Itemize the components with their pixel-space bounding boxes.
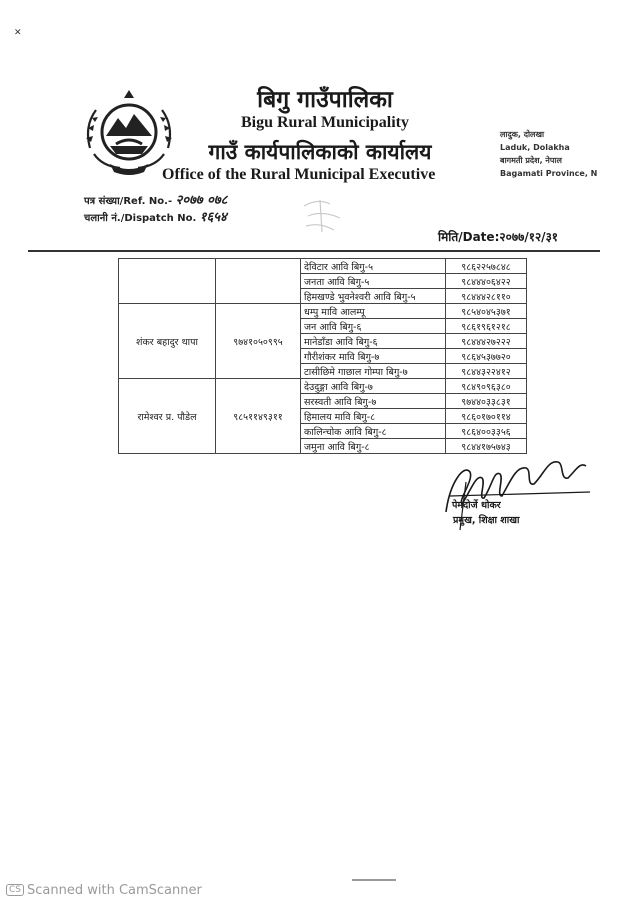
office-address <box>500 128 597 180</box>
ref-value: २०७७ ०७८ <box>175 193 228 208</box>
table-row <box>119 259 527 274</box>
school-phone-cell: ९८६१९६१२१८ <box>446 319 527 334</box>
school-phone-cell: ९८५४०४५३७१ <box>446 304 527 319</box>
school-phone-cell: ९८४४४२७२२२ <box>446 334 527 349</box>
address-line: बागमती प्रदेश, नेपाल <box>500 156 562 165</box>
dispatch-value: १६५४ <box>199 210 227 225</box>
teacher-name-cell: शंकर बहादुर थापा <box>119 304 216 379</box>
teacher-phone-cell <box>216 259 301 304</box>
ref-label: पत्र संख्या/Ref. No.- <box>84 196 173 207</box>
dispatch-number <box>84 207 227 225</box>
school-phone-cell: ९८६०१७०११४ <box>446 409 527 424</box>
signatory-name: पेमदोर्जे थोकर <box>452 500 501 511</box>
school-name-cell: टासीछिमे गाछाल गोम्पा बिगु-७ <box>301 364 446 379</box>
school-phone-cell: ९८४९०९६३८० <box>446 379 527 394</box>
municipality-logo <box>80 88 178 176</box>
school-phone-cell: ९८६४५३७७२० <box>446 349 527 364</box>
municipality-name-english: Bigu Rural Municipality <box>240 114 410 131</box>
school-name-cell: धम्पु मावि आलम्पू <box>301 304 446 319</box>
camscanner-watermark <box>6 883 202 898</box>
table-row <box>119 379 527 394</box>
teacher-phone-cell: ९७४१०५०९९५ <box>216 304 301 379</box>
school-phone-cell: ९८४४४२८११० <box>446 289 527 304</box>
school-name-cell: हिमालय मावि बिगु-८ <box>301 409 446 424</box>
teacher-name-cell <box>119 259 216 304</box>
school-name-cell: जनता आवि बिगु-५ <box>301 274 446 289</box>
footer-mark <box>352 879 396 881</box>
school-name-cell: हिमखण्डे भुवनेश्वरी आवि बिगु-५ <box>301 289 446 304</box>
school-phone-cell: ९७४४०३३८३१ <box>446 394 527 409</box>
reference-number <box>84 190 227 208</box>
dispatch-label: चलानी नं./Dispatch No. <box>84 213 197 224</box>
school-phone-cell: ९८४४४०६४२२ <box>446 274 527 289</box>
table-body <box>119 259 527 454</box>
address-line: Laduk, Dolakha <box>500 143 570 152</box>
letter-date <box>438 228 558 245</box>
camscanner-text: Scanned with CamScanner <box>27 883 202 898</box>
address-line: लादुक, दोलखा <box>500 130 545 139</box>
municipality-name-nepali: बिगु गाउँपालिका <box>257 87 393 113</box>
camscanner-logo-icon: CS <box>6 884 24 896</box>
date-value: :२०७७/१२/३१ <box>494 230 559 244</box>
signatory-title: प्रमुख, शिक्षा शाखा <box>453 515 520 526</box>
school-name-cell: जन आवि बिगु-६ <box>301 319 446 334</box>
faint-stamp <box>300 196 348 236</box>
school-name-cell: देउदुङ्गा आवि बिगु-७ <box>301 379 446 394</box>
school-phone-cell: ९८६४००३३५६ <box>446 424 527 439</box>
school-phone-cell: ९८४४१७५७४३ <box>446 439 527 454</box>
school-name-cell: देविटार आवि बिगु-५ <box>301 259 446 274</box>
school-name-cell: सरस्वती आवि बिगु-७ <box>301 394 446 409</box>
teacher-phone-cell: ९८५११४९३११ <box>216 379 301 454</box>
table-row <box>119 304 527 319</box>
header-divider <box>28 250 600 252</box>
school-phone-cell: ९८४४३२२४१२ <box>446 364 527 379</box>
date-label: मिति/Date <box>438 230 495 244</box>
corner-mark: ✕ <box>14 28 22 38</box>
address-line: Bagamati Province, N <box>500 169 598 178</box>
school-contact-table <box>118 258 527 454</box>
teacher-name-cell: रामेश्वर प्र. पौडेल <box>119 379 216 454</box>
school-name-cell: गौरीशंकर मावि बिगु-७ <box>301 349 446 364</box>
school-name-cell: कालिन्चोक आवि बिगु-८ <box>301 424 446 439</box>
school-name-cell: मानेडाँडा आवि बिगु-६ <box>301 334 446 349</box>
office-name-english: Office of the Rural Municipal Executive <box>162 166 436 183</box>
school-name-cell: जमुना आवि बिगु-८ <box>301 439 446 454</box>
office-name-nepali: गाउँ कार्यपालिकाको कार्यालय <box>208 140 432 164</box>
school-phone-cell: ९८६२२५७८४८ <box>446 259 527 274</box>
